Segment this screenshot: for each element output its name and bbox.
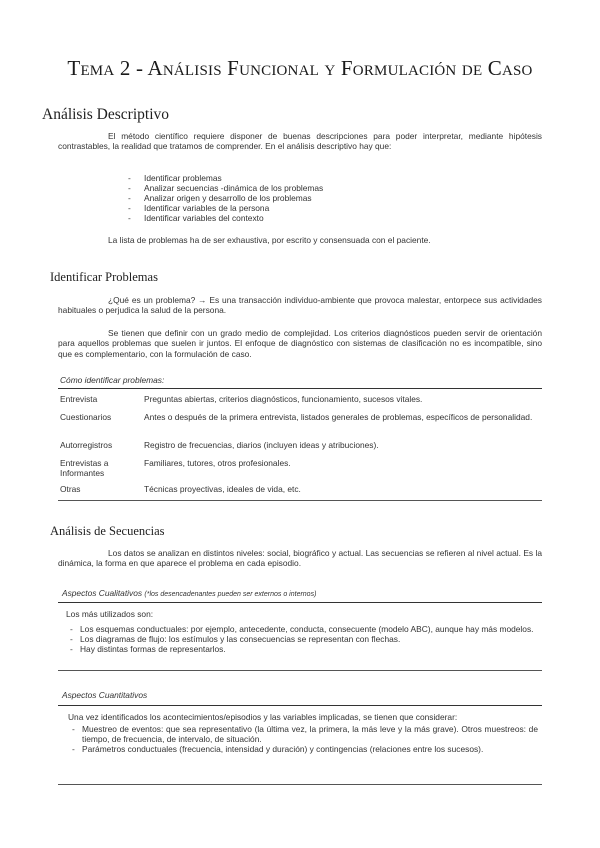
quantitative-caption: Aspectos Cuantitativos: [62, 690, 148, 700]
s2-criteria-paragraph: Se tienen que definir con un grado medio de complejidad. Los criterios diagnósticos pueden servir de orientación para aquellos problemas que suelen ir juntos. El enfoque de diagnóstico con sistemas de clasificación no es incompatible, sino que es complementario, con la formulación de caso.: [58, 328, 542, 359]
problems-table: [60, 394, 540, 494]
row-label: Autorregistros: [60, 440, 113, 450]
quantitative-bottom-rule: [58, 784, 542, 785]
s2-definition-paragraph: ¿Qué es un problema? → Es una transacción individuo-ambiente que provoca malestar, entorpece sus actividades habituales o perjudica la salud de la persona.: [58, 295, 542, 316]
section-heading-identificar-problemas: Identificar Problemas: [50, 270, 158, 284]
list-item: - Muestreo de eventos: que sea representativo (la última vez, la primera, la más leve y la más grave). Otros muestreos: de tiempo, de frecuencia, de intervalo, de situación.: [68, 724, 538, 744]
list-item: - Los diagramas de flujo: los estímulos y las consecuencias se representan con flechas.: [66, 634, 538, 644]
qualitative-bottom-rule: [58, 670, 542, 671]
row-label: Entrevista: [60, 394, 98, 404]
s3-levels-paragraph: Los datos se analizan en distintos niveles: social, biográfico y actual. Las secuencias se refieren al nivel actual. Es la dinámica, la forma en que aparece el problema en cada episodio.: [58, 548, 542, 569]
row-text: Familiares, tutores, otros profesionales.: [144, 458, 291, 468]
qualitative-lead: Los más utilizados son:: [66, 609, 154, 619]
row-text: Preguntas abiertas, criterios diagnósticos, funcionamiento, sucesos vitales.: [144, 394, 423, 404]
table-top-rule: [58, 388, 542, 389]
list-item: - Analizar secuencias -dinámica de los problemas: [128, 183, 323, 193]
row-text: Antes o después de la primera entrevista, listados generales de problemas, específicos de personalidad.: [144, 412, 533, 422]
page-title: Tema 2 - Análisis Funcional y Formulación de Caso: [67, 56, 533, 80]
s1-task-list: [128, 173, 323, 223]
table-caption: Cómo identificar problemas:: [60, 375, 165, 385]
row-text: Técnicas proyectivas, ideales de vida, etc.: [144, 484, 301, 494]
qualitative-top-rule: [58, 602, 542, 603]
quantitative-top-rule: [58, 705, 542, 706]
qualitative-caption: Aspectos Cualitativos (*los desencadenantes pueden ser externos o internos): [62, 588, 317, 598]
row-text: Registro de frecuencias, diarios (incluyen ideas y atribuciones).: [144, 440, 379, 450]
qualitative-note: (*los desencadenantes pueden ser externos o internos): [144, 591, 317, 598]
list-item: - Identificar problemas: [128, 173, 323, 183]
table-row: [60, 440, 540, 458]
table-bottom-rule: [58, 500, 542, 501]
quantitative-list: [68, 724, 538, 754]
qualitative-list: [66, 624, 538, 654]
qualitative-box: [66, 609, 538, 654]
s1-intro-paragraph: El método científico requiere disponer de buenas descripciones para poder interpretar, mediante hipótesis contrastables, la realidad que tratamos de comprender. En el análisis descriptivo hay que:: [58, 131, 542, 152]
table-row: [60, 484, 540, 494]
row-label: Cuestionarios: [60, 412, 112, 422]
section-heading-analisis-descriptivo: Análisis Descriptivo: [42, 106, 169, 123]
table-row: [60, 394, 540, 412]
row-label: Entrevistas a Informantes: [60, 458, 109, 478]
list-item: - Identificar variables del contexto: [128, 213, 323, 223]
table-row: [60, 412, 540, 440]
list-item: - Hay distintas formas de representarlos.: [66, 644, 538, 654]
quantitative-lead: Una vez identificados los acontecimientos/episodios y las variables implicadas, se tienen que considerar:: [68, 712, 458, 722]
list-item: - Analizar origen y desarrollo de los problemas: [128, 193, 323, 203]
table-row: [60, 458, 540, 484]
list-item: - Identificar variables de la persona: [128, 203, 323, 213]
section-heading-analisis-de-secuencias: Análisis de Secuencias: [50, 524, 165, 538]
row-label: Otras: [60, 484, 81, 494]
list-item: - Parámetros conductuales (frecuencia, intensidad y duración) y contingencias (relaciones entre los sucesos).: [68, 744, 538, 754]
list-item: - Los esquemas conductuales: por ejemplo, antecedente, conducta, consecuente (modelo ABC), aunque hay más modelos.: [66, 624, 538, 634]
quantitative-box: [68, 712, 538, 754]
s1-closing-paragraph: La lista de problemas ha de ser exhaustiva, por escrito y consensuada con el paciente.: [108, 235, 431, 245]
